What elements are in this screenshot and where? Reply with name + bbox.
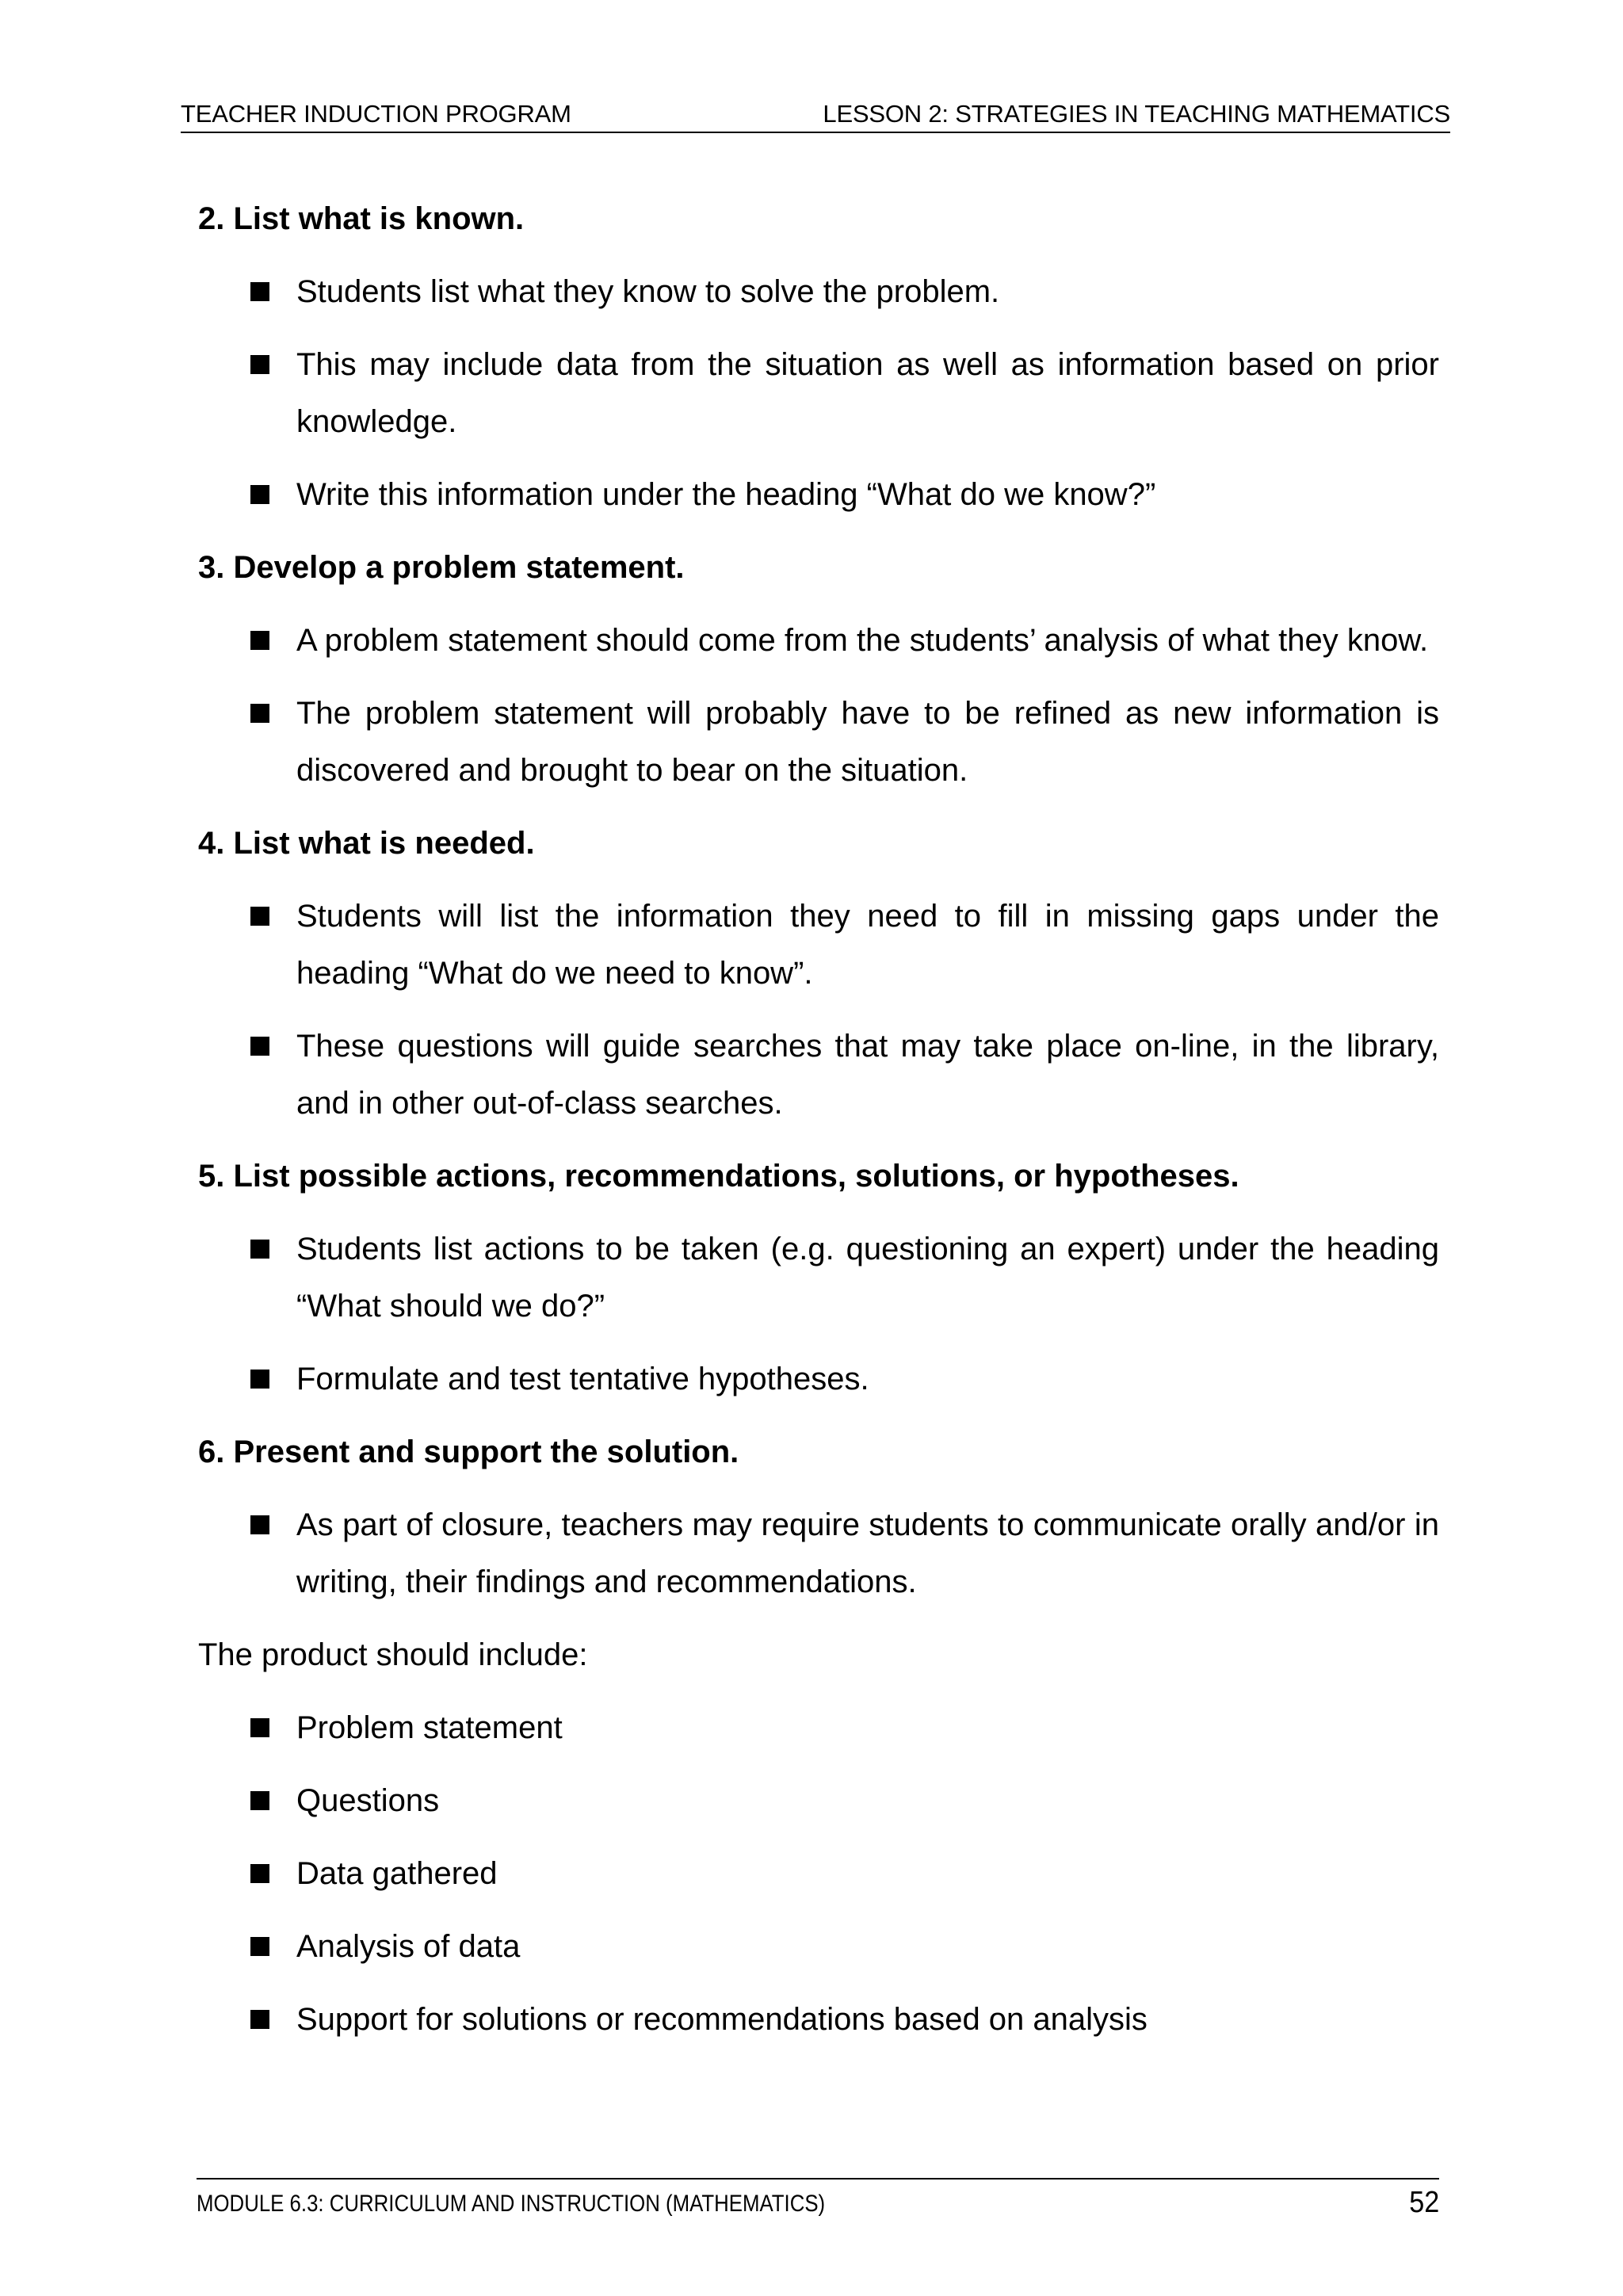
list-item: Analysis of data [198, 1918, 1439, 1975]
square-bullet-icon [250, 907, 269, 926]
square-bullet-icon [250, 2010, 269, 2029]
header-program-title: TEACHER INDUCTION PROGRAM [181, 100, 571, 128]
section-list-needed [198, 815, 1439, 1132]
square-bullet-icon [250, 1240, 269, 1259]
page-number: 52 [1408, 2186, 1439, 2219]
list-item: Problem statement [198, 1699, 1439, 1756]
square-bullet-icon [250, 1718, 269, 1737]
list-item: Students will list the information they need to fill in missing gaps under the heading “What do we need to know”. [198, 888, 1439, 1002]
section-product [198, 1626, 1439, 2048]
footer-module-title: MODULE 6.3: CURRICULUM AND INSTRUCTION (MATHEMATICS) [197, 2191, 826, 2217]
bullet-list [198, 888, 1439, 1132]
list-item: Students list what they know to solve the problem. [198, 263, 1439, 320]
page-footer [197, 2178, 1439, 2227]
bullet-list [198, 612, 1439, 799]
list-item: Support for solutions or recommendations based on analysis [198, 1991, 1439, 2048]
section-heading: 3. Develop a problem statement. [198, 550, 685, 585]
list-item: Write this information under the heading “What do we know?” [198, 466, 1439, 523]
bullet-list [198, 263, 1439, 523]
square-bullet-icon [250, 282, 269, 301]
square-bullet-icon [250, 485, 269, 504]
section-heading: 4. List what is needed. [198, 826, 535, 861]
list-item: Data gathered [198, 1845, 1439, 1902]
list-item: These questions will guide searches that may take place on-line, in the library, and in other out-of-class searches. [198, 1018, 1439, 1132]
square-bullet-icon [250, 631, 269, 650]
section-heading: 5. List possible actions, recommendations, solutions, or hypotheses. [198, 1159, 1239, 1194]
square-bullet-icon [250, 1791, 269, 1810]
section-possible-actions [198, 1148, 1439, 1408]
section-list-known [198, 190, 1439, 523]
section-present-solution [198, 1423, 1439, 1610]
square-bullet-icon [250, 355, 269, 374]
square-bullet-icon [250, 1515, 269, 1534]
bullet-list [198, 1699, 1439, 2048]
page-header [181, 94, 1450, 133]
list-item: This may include data from the situation as well as information based on prior knowledge. [198, 336, 1439, 450]
section-heading: 6. Present and support the solution. [198, 1435, 739, 1469]
list-item: Questions [198, 1772, 1439, 1829]
list-item: As part of closure, teachers may require students to communicate orally and/or in writing, their findings and recommendations. [198, 1496, 1439, 1610]
product-intro: The product should include: [198, 1637, 588, 1672]
list-item: Formulate and test tentative hypotheses. [198, 1350, 1439, 1408]
header-lesson-title: LESSON 2: STRATEGIES IN TEACHING MATHEMATICS [823, 100, 1450, 128]
list-item: The problem statement will probably have to be refined as new information is discovered and brought to bear on the situation. [198, 685, 1439, 799]
bullet-list [198, 1496, 1439, 1610]
list-item: A problem statement should come from the students’ analysis of what they know. [198, 612, 1439, 669]
square-bullet-icon [250, 704, 269, 723]
section-problem-statement [198, 539, 1439, 799]
page-content [198, 190, 1439, 2064]
bullet-list [198, 1221, 1439, 1408]
square-bullet-icon [250, 1937, 269, 1956]
section-heading: 2. List what is known. [198, 201, 525, 236]
list-item: Students list actions to be taken (e.g. questioning an expert) under the heading “What should we do?” [198, 1221, 1439, 1335]
square-bullet-icon [250, 1037, 269, 1056]
square-bullet-icon [250, 1370, 269, 1389]
square-bullet-icon [250, 1864, 269, 1883]
